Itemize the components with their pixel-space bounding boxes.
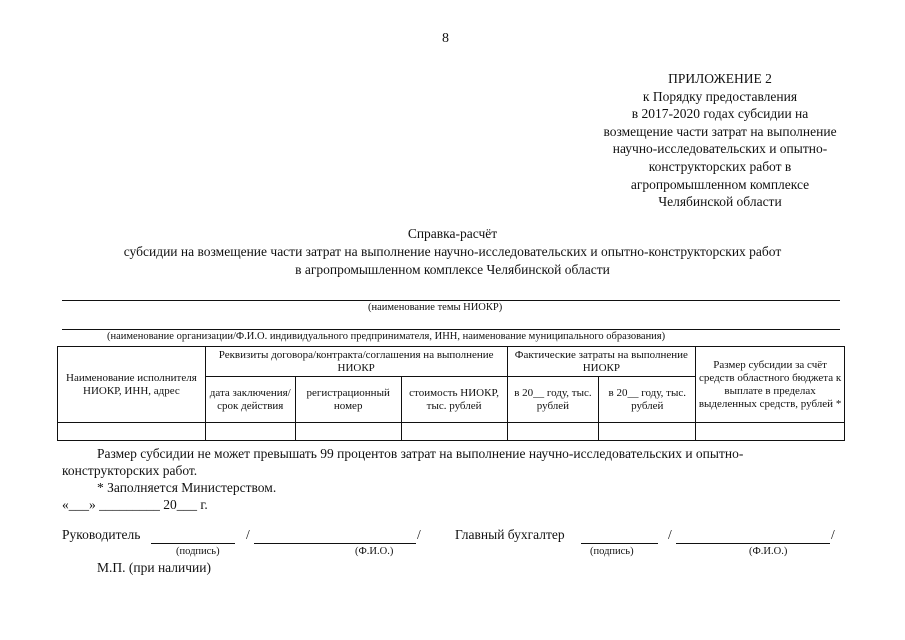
page-number: 8 xyxy=(442,31,449,46)
appendix-line: конструкторских работ в xyxy=(648,158,792,174)
header-year-2: в 20__ году, тыс. рублей xyxy=(599,377,696,423)
head-name-caption: (Ф.И.О.) xyxy=(355,546,394,557)
accountant-name-caption: (Ф.И.О.) xyxy=(749,546,788,557)
head-label: Руководитель xyxy=(62,527,141,542)
accountant-signature-caption: (подпись) xyxy=(590,546,634,557)
appendix-line: в 2017-2020 годах субсидии на xyxy=(631,106,809,122)
header-cost: стоимость НИОКР, тыс. рублей xyxy=(401,377,507,423)
header-contract-group: Реквизиты договора/контракта/соглашения на выполнение НИОКР xyxy=(205,347,507,377)
appendix-line: возмещение части затрат на выполнение xyxy=(603,123,837,139)
cell-registration-number[interactable] xyxy=(295,423,401,441)
appendix-line: к Порядку предоставления xyxy=(642,88,798,104)
title-line-3: в агропромышленном комплексе Челябинской области xyxy=(295,262,610,277)
head-name-line[interactable] xyxy=(254,543,416,544)
document-title xyxy=(0,225,905,279)
accountant-label: Главный бухгалтер xyxy=(455,527,565,542)
header-registration-number: регистрационный номер xyxy=(295,377,401,423)
organization-blank-line[interactable] xyxy=(62,329,840,330)
slash: / xyxy=(246,527,250,542)
header-subsidy-amount: Размер субсидии за счёт средств областного бюджета к выплате в пределах выделенных средств, рублей * xyxy=(696,347,845,423)
accountant-name-line[interactable] xyxy=(676,543,830,544)
appendix-line: научно-исследовательских и опытно- xyxy=(612,141,828,157)
appendix-line: ПРИЛОЖЕНИЕ 2 xyxy=(668,71,772,86)
title-line-1: Справка-расчёт xyxy=(407,226,498,241)
subsidy-table xyxy=(57,346,845,441)
cell-subsidy-amount[interactable] xyxy=(696,423,845,441)
topic-blank-line[interactable] xyxy=(62,300,840,301)
title-line-2: субсидии на возмещение части затрат на выполнение научно-исследовательских и опытно-конструкторских работ xyxy=(123,244,782,259)
organization-caption: (наименование организации/Ф.И.О. индивидуального предпринимателя, ИНН, наименование муниципального образования) xyxy=(107,331,666,342)
cell-executor[interactable] xyxy=(58,423,206,441)
table-row xyxy=(58,423,845,441)
head-signature-line[interactable] xyxy=(151,543,235,544)
slash: / xyxy=(831,527,835,542)
header-year-1: в 20__ году, тыс. рублей xyxy=(507,377,599,423)
header-actual-costs-group: Фактические затраты на выполнение НИОКР xyxy=(507,347,696,377)
appendix-header xyxy=(540,70,900,211)
accountant-signature-line[interactable] xyxy=(581,543,658,544)
cell-year-1[interactable] xyxy=(507,423,599,441)
date-line[interactable]: «___» _________ 20___ г. xyxy=(62,497,208,512)
appendix-line: Челябинской области xyxy=(658,194,782,210)
seal-label: М.П. (при наличии) xyxy=(97,560,211,575)
slash: / xyxy=(417,527,421,542)
topic-caption: (наименование темы НИОКР) xyxy=(368,302,503,313)
note-line-2: конструкторских работ. xyxy=(62,463,198,478)
header-contract-date: дата заключения/ срок действия xyxy=(205,377,295,423)
cell-contract-date[interactable] xyxy=(205,423,295,441)
cell-year-2[interactable] xyxy=(599,423,696,441)
header-executor: Наименование исполнителя НИОКР, ИНН, адрес xyxy=(58,347,206,423)
note-line-1: Размер субсидии не может превышать 99 процентов затрат на выполнение научно-исследовательских и опытно- xyxy=(97,446,744,461)
slash: / xyxy=(668,527,672,542)
head-signature-caption: (подпись) xyxy=(176,546,220,557)
note-line-3: * Заполняется Министерством. xyxy=(97,480,277,495)
cell-cost[interactable] xyxy=(401,423,507,441)
appendix-line: агропромышленном комплексе xyxy=(630,176,810,192)
